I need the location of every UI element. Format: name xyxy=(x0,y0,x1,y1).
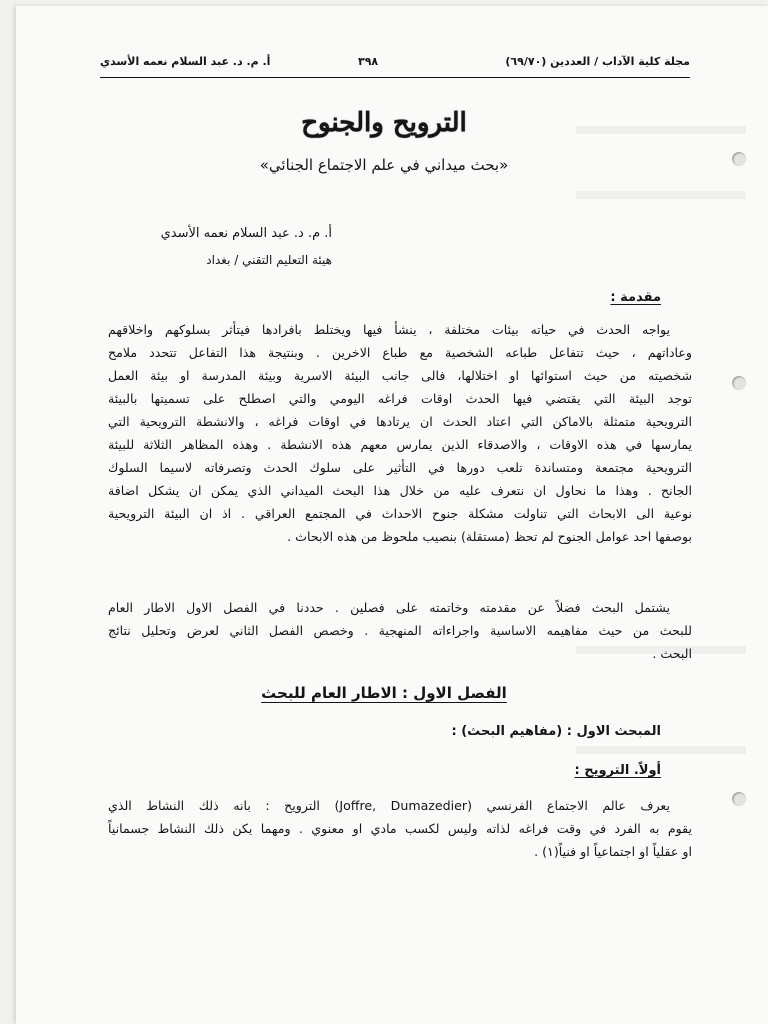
paragraph-line: او عقلياً او اجتماعياً او فنياً(١) . xyxy=(534,844,692,859)
header-author: أ. م. د. عبد السلام نعمه الأسدي xyxy=(100,55,271,68)
author-name: أ. م. د. عبد السلام نعمه الأسدي xyxy=(160,226,332,241)
definition-paragraph xyxy=(108,794,692,863)
intro-heading: مقدمة : xyxy=(610,290,661,305)
article-subtitle: «بحث ميداني في علم الاجتماع الجنائي» xyxy=(259,156,509,174)
section-heading: المبحث الاول : (مفاهيم البحث) : xyxy=(451,724,661,739)
paragraph-line: للبحث من حيث مفاهيمه الاساسية واجراءاته المنهجية . وخصص الفصل الثاني لعرض وتحليل نتائج xyxy=(108,623,692,638)
chapter-title: الفصل الاول : الاطار العام للبحث xyxy=(261,684,507,702)
bleed-through-mark xyxy=(576,191,746,199)
paragraph-line: يواجه الحدث في حياته بيئات مختلفة ، ينشأ فيها ويختلط بافرادها فيتأثر بسلوكهم واخلاقهم xyxy=(108,322,670,337)
sub-heading: أولاً. الترويح : xyxy=(574,763,661,778)
punch-hole-2 xyxy=(732,376,746,390)
author-affiliation: هيئة التعليم التقني / بغداد xyxy=(206,253,332,267)
paragraph-line: الجانح . وهذا ما نحاول ان نتعرف عليه من خلال هذا البحث الميداني الذي يمكن ان يشكل اضافة xyxy=(108,483,692,498)
bleed-through-mark xyxy=(576,746,746,754)
punch-hole-3 xyxy=(732,792,746,806)
paragraph-line: يقوم به الفرد في وقت فراغه لذاته وليس لكسب مادي او معنوي . ومهما يكن ذلك النشاط جسمانياً xyxy=(108,821,692,836)
intro-paragraph xyxy=(108,318,692,548)
paragraph-line: يشتمل البحث فضلاً عن مقدمته وخاتمته على فصلين . حددنا في الفصل الاول الاطار العام xyxy=(108,600,670,615)
paragraph-line: يمارسها في هذه الاوقات ، والاصدقاء الذين يمارس معهم هذه الانشطة . وهذه المظاهر الثلاثة للبيئة xyxy=(108,437,692,452)
paragraph-line: وعاداتهم ، حيث تتفاعل طباعه الشخصية مع طباع الاخرين . وبنتيجة هذا التفاعل تتحدد ملامح xyxy=(108,345,692,360)
paragraph-line: الترويحية متمثلة بالاماكن التي اعتاد الحدث ان يرتادها في اوقات فراغه ، والانشطة الترويحية التي xyxy=(108,414,692,429)
article-title: الترويح والجنوح xyxy=(301,108,467,138)
paragraph-line: البحث . xyxy=(652,646,692,661)
structure-paragraph xyxy=(108,596,692,665)
paragraph-line: نوعية الى الابحاث التي تناولت مشكلة جنوح الاحداث في المجتمع العراقي . اذ ان البيئة الترويحية xyxy=(108,506,692,521)
running-header xyxy=(100,51,690,78)
journal-name: مجلة كلية الآداب / العددين (٦٩/٧٠) xyxy=(505,55,690,68)
paragraph-line: الترويحية مجتمعة ومتساندة تلعب دورها في التأثير على سلوك الحدث وتصرفاته لاسيما السلوك xyxy=(108,460,692,475)
paragraph-line: يعرف عالم الاجتماع الفرنسي (Joffre, Dumazedier) الترويح : بانه ذلك النشاط الذي xyxy=(108,798,671,813)
paragraph-line: بوصفها احد عوامل الجنوح لم تحظ (مستقلة) بنصيب ملحوظ من هذه الابحاث . xyxy=(287,529,692,544)
paragraph-line: توجد البيئة التي يقتضي فيها الحدث اوقات فراغه اليومي والتي اصطلح على تسميتها بالبيئة xyxy=(108,391,692,406)
paragraph-line: شخصيته من حيث استوائها او اختلالها، فالى جانب البيئة الاسرية وبيئة المدرسة او بيئة العمل xyxy=(108,368,692,383)
page-number: ٣٩٨ xyxy=(358,55,379,68)
